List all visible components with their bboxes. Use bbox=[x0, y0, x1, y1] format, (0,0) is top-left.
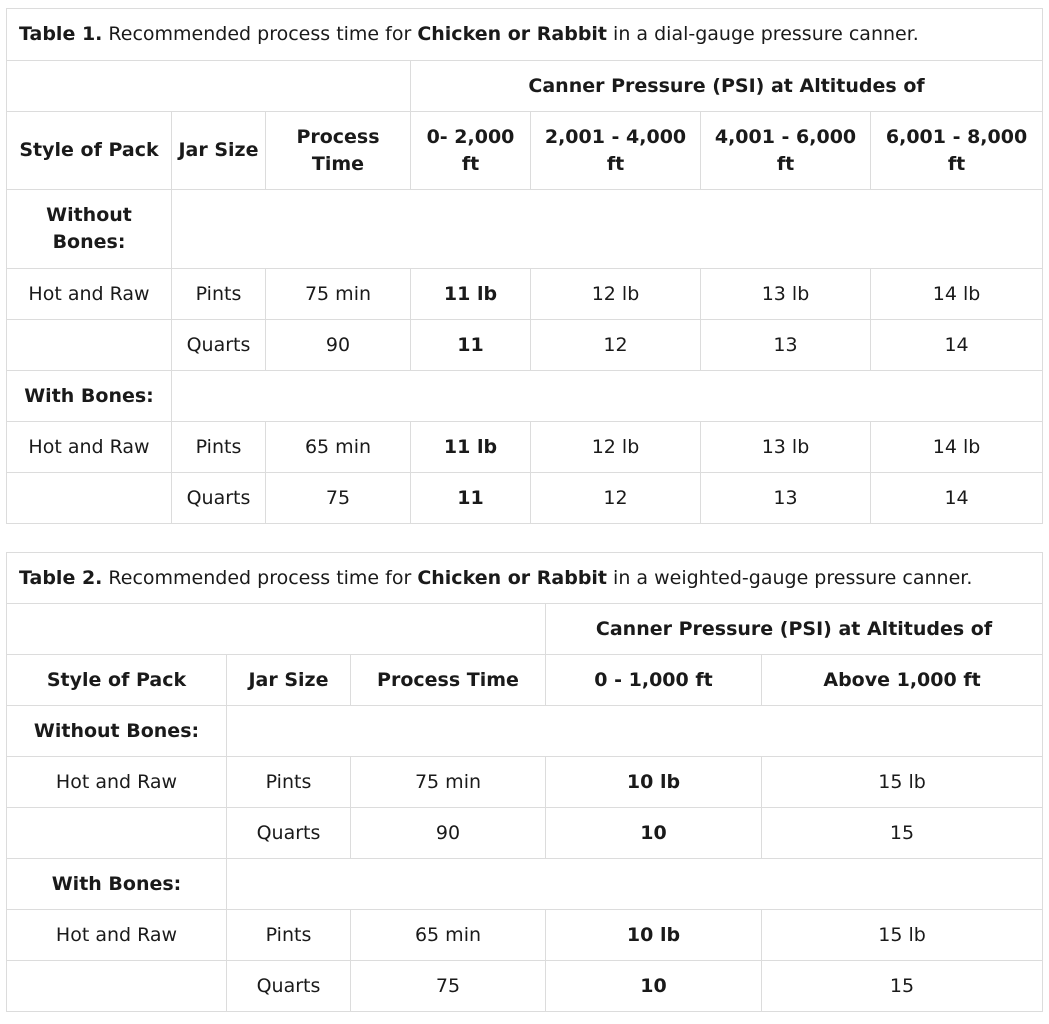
cell-process-time: 65 min bbox=[266, 422, 411, 473]
empty-cell bbox=[7, 604, 546, 655]
cell-pressure: 11 lb bbox=[411, 422, 531, 473]
cell-jar-size: Quarts bbox=[172, 473, 266, 524]
cell-pressure: 10 lb bbox=[546, 757, 762, 808]
cell-pressure: 15 bbox=[762, 961, 1043, 1012]
cell-pressure: 15 lb bbox=[762, 757, 1043, 808]
cell-style: Hot and Raw bbox=[7, 422, 172, 473]
empty-cell bbox=[227, 706, 1043, 757]
cell-pressure: 12 bbox=[531, 473, 701, 524]
dial-gauge-table bbox=[6, 8, 1043, 524]
cell-pressure: 11 bbox=[411, 320, 531, 371]
column-header-altitude-2: 2,001 - 4,000 ft bbox=[531, 112, 701, 190]
empty-cell bbox=[172, 371, 1043, 422]
empty-cell bbox=[7, 61, 411, 112]
cell-pressure: 12 lb bbox=[531, 269, 701, 320]
table-row bbox=[7, 422, 1043, 473]
cell-jar-size: Pints bbox=[227, 757, 351, 808]
cell-process-time: 90 bbox=[351, 808, 546, 859]
cell-pressure: 10 bbox=[546, 961, 762, 1012]
table-row bbox=[7, 320, 1043, 371]
cell-jar-size: Quarts bbox=[227, 961, 351, 1012]
cell-pressure: 13 bbox=[701, 473, 871, 524]
cell-process-time: 75 min bbox=[266, 269, 411, 320]
cell-pressure: 11 lb bbox=[411, 269, 531, 320]
cell-process-time: 65 min bbox=[351, 910, 546, 961]
cell-process-time: 75 bbox=[266, 473, 411, 524]
cell-pressure: 14 bbox=[871, 473, 1043, 524]
cell-pressure: 13 bbox=[701, 320, 871, 371]
cell-pressure: 15 bbox=[762, 808, 1043, 859]
cell-process-time: 90 bbox=[266, 320, 411, 371]
cell-process-time: 75 min bbox=[351, 757, 546, 808]
cell-style bbox=[7, 320, 172, 371]
column-header-altitude-3: 4,001 - 6,000 ft bbox=[701, 112, 871, 190]
column-header-altitude-4: 6,001 - 8,000 ft bbox=[871, 112, 1043, 190]
column-header-process-time: Process Time bbox=[266, 112, 411, 190]
cell-pressure: 10 bbox=[546, 808, 762, 859]
empty-cell bbox=[227, 859, 1043, 910]
cell-pressure: 11 bbox=[411, 473, 531, 524]
cell-style bbox=[7, 473, 172, 524]
table-row bbox=[7, 757, 1043, 808]
cell-jar-size: Quarts bbox=[172, 320, 266, 371]
section-label-with-bones: With Bones: bbox=[7, 371, 172, 422]
empty-cell bbox=[172, 190, 1043, 269]
column-header-jar-size: Jar Size bbox=[172, 112, 266, 190]
cell-style bbox=[7, 808, 227, 859]
cell-pressure: 13 lb bbox=[701, 269, 871, 320]
cell-style bbox=[7, 961, 227, 1012]
cell-jar-size: Pints bbox=[227, 910, 351, 961]
pressure-group-header: Canner Pressure (PSI) at Altitudes of bbox=[411, 61, 1043, 112]
column-header-process-time: Process Time bbox=[351, 655, 546, 706]
column-header-altitude-2: Above 1,000 ft bbox=[762, 655, 1043, 706]
section-label-without-bones: Without Bones: bbox=[7, 706, 227, 757]
cell-pressure: 13 lb bbox=[701, 422, 871, 473]
table-row bbox=[7, 808, 1043, 859]
section-label-without-bones: Without Bones: bbox=[7, 190, 172, 269]
cell-pressure: 12 lb bbox=[531, 422, 701, 473]
column-header-altitude-1: 0 - 1,000 ft bbox=[546, 655, 762, 706]
cell-jar-size: Pints bbox=[172, 422, 266, 473]
table-row bbox=[7, 269, 1043, 320]
weighted-gauge-table bbox=[6, 552, 1043, 1012]
cell-jar-size: Quarts bbox=[227, 808, 351, 859]
cell-pressure: 14 bbox=[871, 320, 1043, 371]
table-row bbox=[7, 910, 1043, 961]
cell-jar-size: Pints bbox=[172, 269, 266, 320]
cell-pressure: 10 lb bbox=[546, 910, 762, 961]
table-caption: Table 1. Recommended process time for Chicken or Rabbit in a dial-gauge pressure canner. bbox=[7, 9, 1043, 61]
section-label-with-bones: With Bones: bbox=[7, 859, 227, 910]
cell-style: Hot and Raw bbox=[7, 269, 172, 320]
cell-pressure: 12 bbox=[531, 320, 701, 371]
column-header-altitude-1: 0- 2,000 ft bbox=[411, 112, 531, 190]
cell-pressure: 15 lb bbox=[762, 910, 1043, 961]
column-header-style: Style of Pack bbox=[7, 655, 227, 706]
column-header-jar-size: Jar Size bbox=[227, 655, 351, 706]
pressure-group-header: Canner Pressure (PSI) at Altitudes of bbox=[546, 604, 1043, 655]
table-row bbox=[7, 473, 1043, 524]
cell-pressure: 14 lb bbox=[871, 269, 1043, 320]
table-caption: Table 2. Recommended process time for Chicken or Rabbit in a weighted-gauge pressure canner. bbox=[7, 553, 1043, 604]
cell-process-time: 75 bbox=[351, 961, 546, 1012]
cell-style: Hot and Raw bbox=[7, 910, 227, 961]
cell-style: Hot and Raw bbox=[7, 757, 227, 808]
column-header-style: Style of Pack bbox=[7, 112, 172, 190]
cell-pressure: 14 lb bbox=[871, 422, 1043, 473]
table-row bbox=[7, 961, 1043, 1012]
